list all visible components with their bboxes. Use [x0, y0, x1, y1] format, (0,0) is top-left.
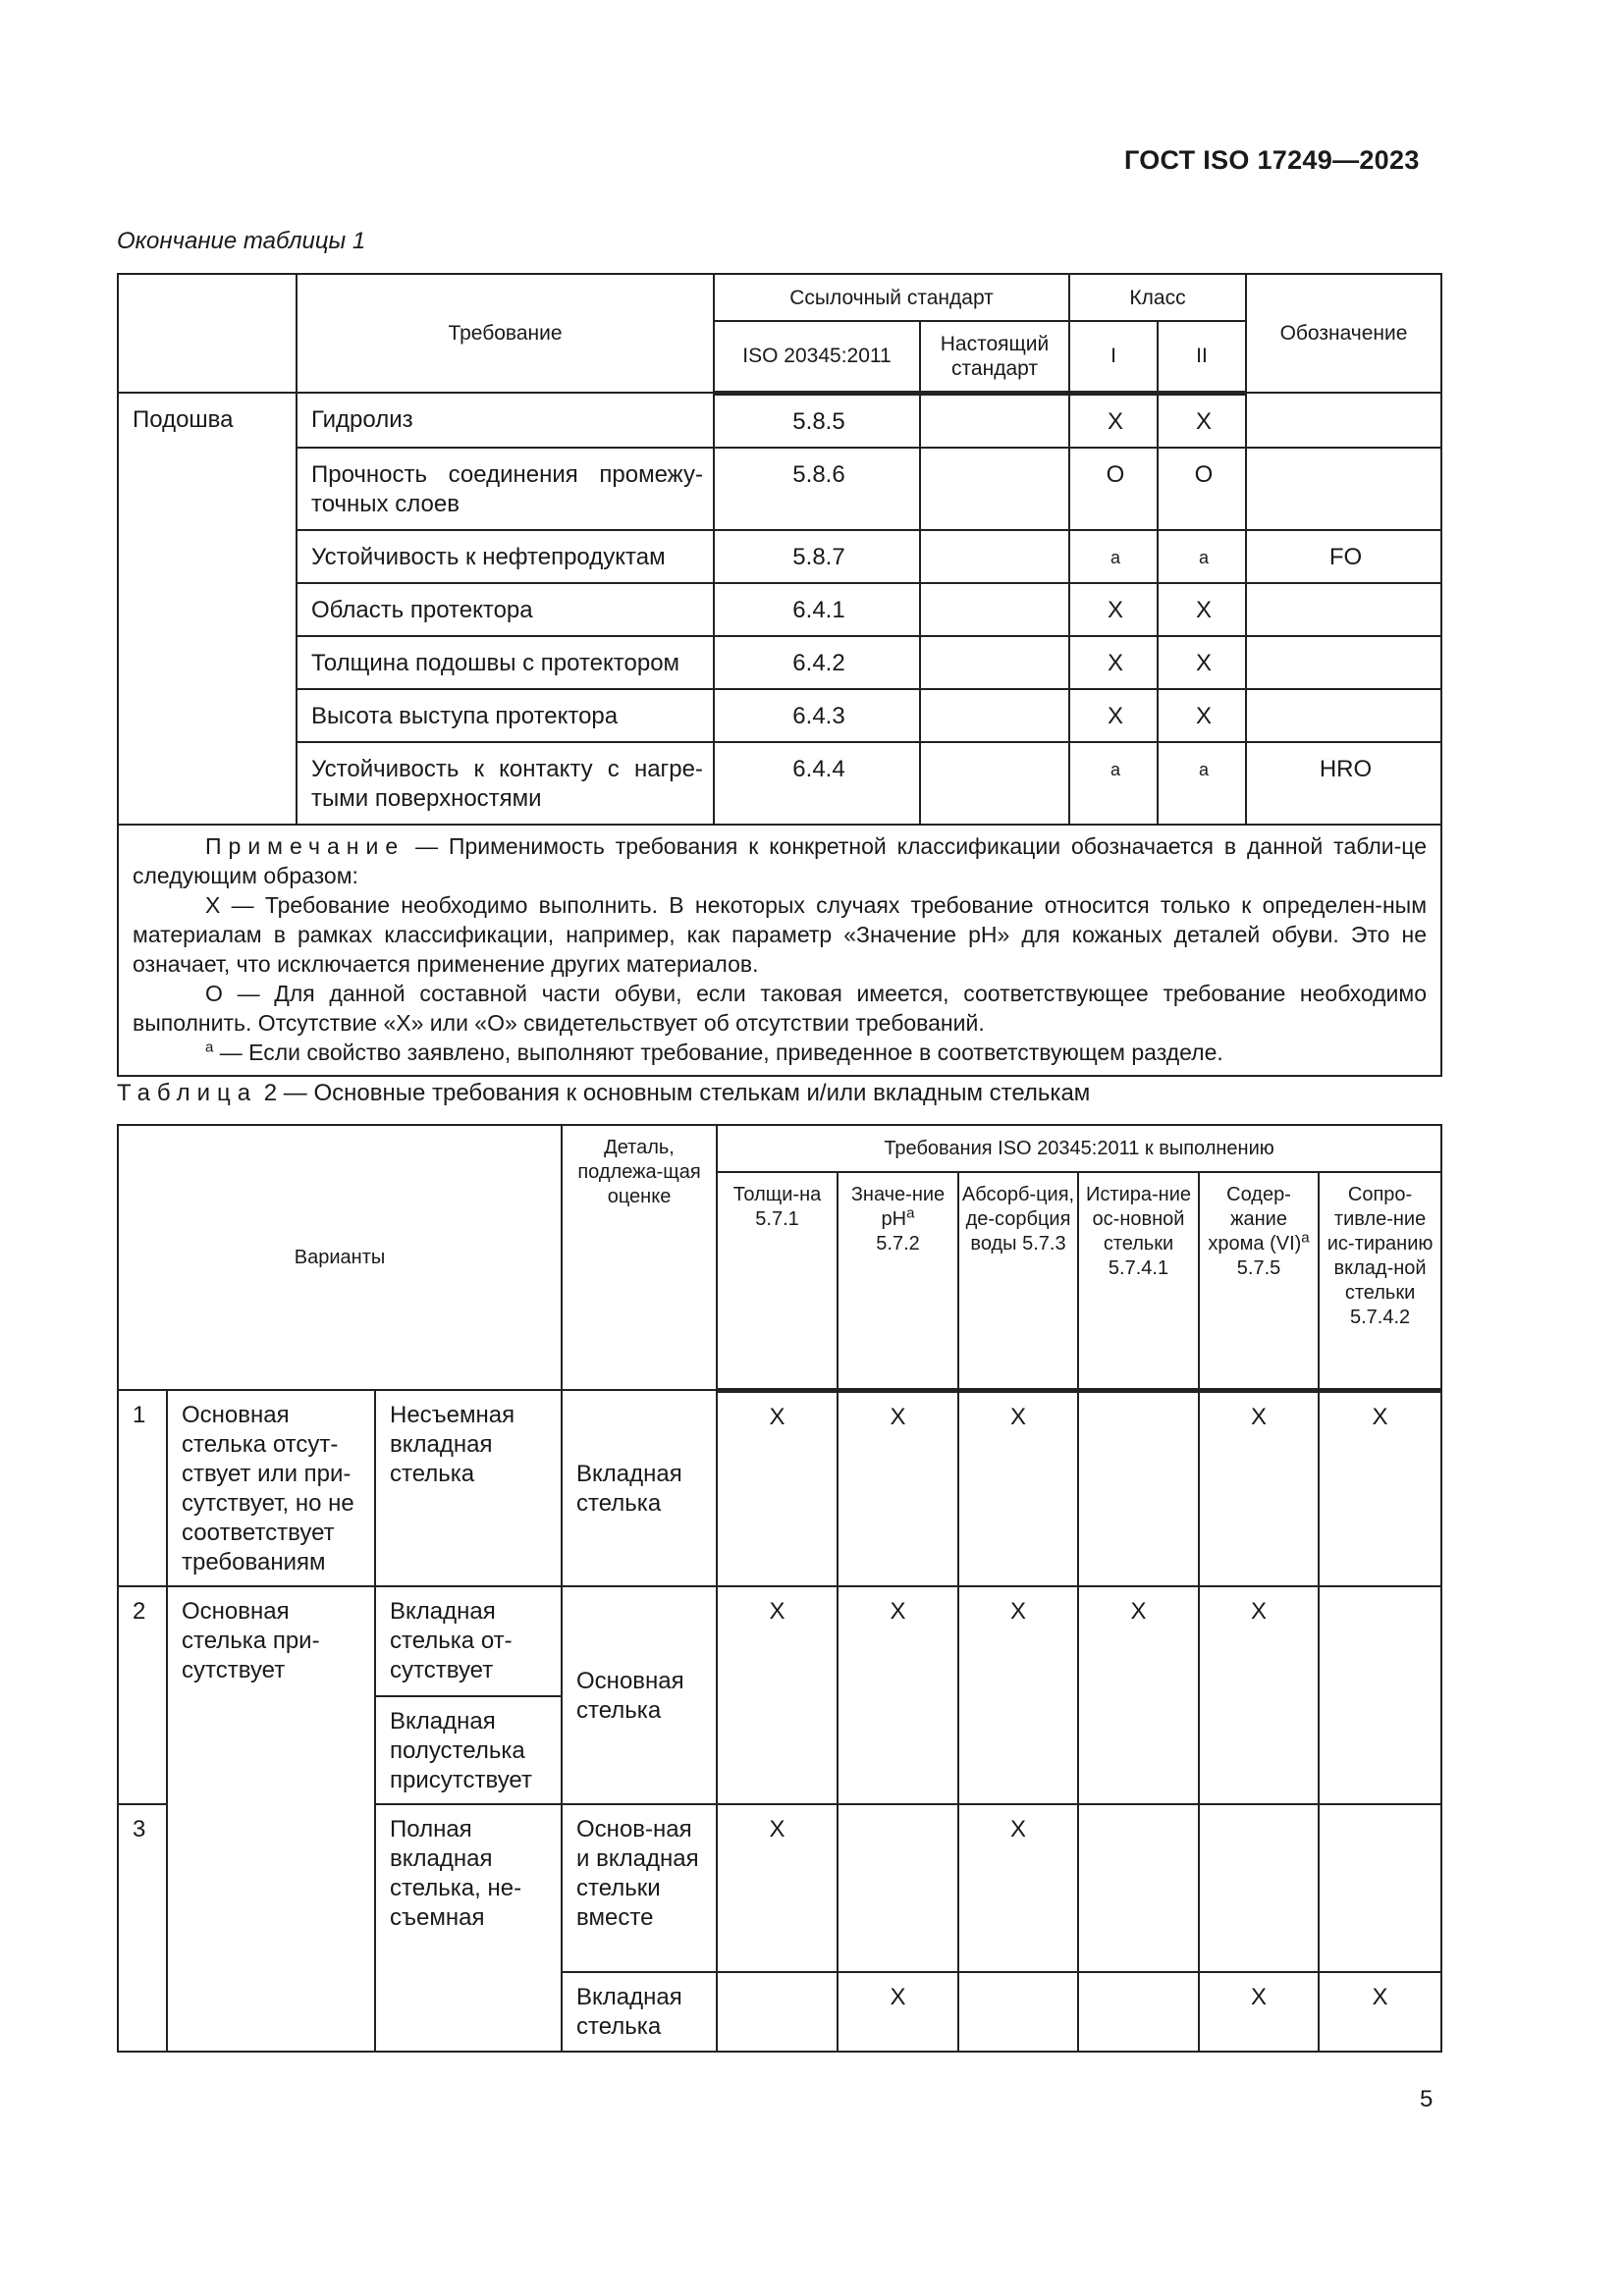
- table2-cell-mark: [717, 1972, 838, 2052]
- table2-cell-insock: Полная вкладная стелька, не-съемная: [375, 1804, 562, 2052]
- note-o: O — Для данной составной части обуви, если таковая имеется, соответствующее требование необходимо выполнить. Отсутствие «X» или «O» свидетельствует об отсутствии требований.: [133, 980, 1428, 1036]
- table1-header-class: Класс: [1069, 274, 1246, 321]
- table2-header-abrasion-insole: Истира-ние ос-новной стельки 5.7.4.1: [1078, 1172, 1199, 1390]
- note-a: — Если свойство заявлено, выполняют требование, приведенное в соответствующем разделе.: [213, 1039, 1223, 1065]
- table1-note: [118, 825, 1441, 1076]
- page-number: 5: [1420, 2086, 1434, 2112]
- table2-cell-mark: [958, 1972, 1078, 2052]
- note-a-mark: a: [205, 1038, 214, 1055]
- table1-cell-this-standard: [920, 530, 1069, 583]
- table2-cell-mark: [1078, 1972, 1199, 2052]
- table2-cell-detail: Вкладная стелька: [562, 1390, 717, 1586]
- table1: [117, 273, 1442, 1077]
- table1-cell-class2: O: [1158, 448, 1246, 530]
- table1-header-class-1: I: [1069, 321, 1158, 393]
- table1-header-class-2: II: [1158, 321, 1246, 393]
- table1-cell-designation: HRO: [1246, 742, 1441, 825]
- table2-cell-mark: X: [838, 1586, 958, 1804]
- table2-header-detail: Деталь, подлежа-щая оценке: [562, 1125, 717, 1390]
- table1-cell-class1: a: [1069, 530, 1158, 583]
- table2-header-ph: Значе-ние $pH^a$ 5.7.2: [838, 1172, 958, 1390]
- table1-cell-requirement: Устойчивость к контакту с нагре-тыми поверхностями: [297, 742, 714, 825]
- note-x: X — Требование необходимо выполнить. В некоторых случаях требование относится только к определен-ным материалам в рамках классификации, например, как параметр «Значение pH» для кожаных деталей обуви. Это не означает, что исключается применение других материалов.: [133, 891, 1428, 977]
- table2-cell-mark: X: [1199, 1972, 1319, 2052]
- table1-cell-this-standard: [920, 448, 1069, 530]
- table2-cell-insock: Вкладная полустелька присутствует: [375, 1696, 562, 1804]
- table2-cell-mark: [1319, 1804, 1441, 1972]
- table1-header-group: [118, 274, 297, 393]
- table1-cell-this-standard: [920, 636, 1069, 689]
- note-label: Примечание: [205, 832, 406, 859]
- table2-cell-insock: Вкладная стелька от-сутствует: [375, 1586, 562, 1696]
- table1-cell-requirement: Устойчивость к нефтепродуктам: [297, 530, 714, 583]
- table2-cell-mark: X: [838, 1972, 958, 2052]
- table2-cell-insock: Несъемная вкладная стелька: [375, 1390, 562, 1586]
- table1-cell-iso: 6.4.3: [714, 689, 920, 742]
- table1-group-cell: Подошва: [118, 393, 297, 825]
- table2-cell-insole: Основная стелька отсут-ствует или при-сутствует, но не соответствует требованиям: [167, 1390, 375, 1586]
- table1-cell-designation: [1246, 583, 1441, 636]
- table1-cell-requirement: Область протектора: [297, 583, 714, 636]
- table1-header-requirement: Требование: [297, 274, 714, 393]
- table1-cell-requirement: Прочность соединения промежу-точных слоев: [297, 448, 714, 530]
- table2-cell-mark: X: [1199, 1586, 1319, 1804]
- table1-cell-this-standard: [920, 393, 1069, 448]
- table2-row-number: 1: [118, 1390, 167, 1586]
- table1-header-designation: Обозначение: [1246, 274, 1441, 393]
- table2-cell-mark: X: [717, 1586, 838, 1804]
- table1-cell-this-standard: [920, 689, 1069, 742]
- table1-cell-requirement: Высота выступа протектора: [297, 689, 714, 742]
- table1-cell-iso: 6.4.2: [714, 636, 920, 689]
- table2-row-number: 3: [118, 1804, 167, 2052]
- table2-cell-insole: Основная стелька при-сутствует: [167, 1586, 375, 2052]
- table2-cell-mark: X: [958, 1390, 1078, 1586]
- table1-cell-requirement: Гидролиз: [297, 393, 714, 448]
- table1-cell-designation: [1246, 393, 1441, 448]
- table2-header-variants: Варианты: [118, 1125, 562, 1390]
- table1-cell-designation: [1246, 636, 1441, 689]
- table1-cell-class2: X: [1158, 583, 1246, 636]
- table2-cell-mark: X: [958, 1586, 1078, 1804]
- table2-cell-mark: X: [717, 1390, 838, 1586]
- table1-cell-this-standard: [920, 583, 1069, 636]
- table1-cell-class1: O: [1069, 448, 1158, 530]
- table2: [117, 1124, 1442, 2053]
- table2-cell-mark: X: [1199, 1390, 1319, 1586]
- table2-cell-mark: X: [1078, 1586, 1199, 1804]
- table2-header-thickness: Толщи-на 5.7.1: [717, 1172, 838, 1390]
- table2-cell-mark: [1199, 1804, 1319, 1972]
- table1-cell-iso: 6.4.1: [714, 583, 920, 636]
- table2-cell-detail: Вкладная стелька: [562, 1972, 717, 2052]
- table1-cell-designation: [1246, 689, 1441, 742]
- table1-cell-class2: a: [1158, 530, 1246, 583]
- table1-header-this-standard: Настоящий стандарт: [920, 321, 1069, 393]
- table2-cell-mark: [1078, 1804, 1199, 1972]
- table1-cell-this-standard: [920, 742, 1069, 825]
- table1-cell-class1: X: [1069, 393, 1158, 448]
- table2-header-requirements: Требования ISO 20345:2011 к выполнению: [717, 1125, 1441, 1172]
- table2-row-number: 2: [118, 1586, 167, 1804]
- table1-cell-class2: X: [1158, 689, 1246, 742]
- table2-cell-mark: X: [717, 1804, 838, 1972]
- table1-cell-requirement: Толщина подошвы с протектором: [297, 636, 714, 689]
- table1-cell-iso: 5.8.6: [714, 448, 920, 530]
- table2-cell-detail: Основ-ная и вкладная стельки вместе: [562, 1804, 717, 1972]
- table2-cell-mark: X: [1319, 1972, 1441, 2052]
- table2-cell-mark: [1319, 1586, 1441, 1804]
- table2-cell-mark: X: [838, 1390, 958, 1586]
- table2-cell-mark: X: [1319, 1390, 1441, 1586]
- table2-cell-mark: [838, 1804, 958, 1972]
- table2-header-absorption: Абсорб-ция, де-сорбция воды 5.7.3: [958, 1172, 1078, 1390]
- table2-cell-mark: X: [958, 1804, 1078, 1972]
- table1-cell-class2: a: [1158, 742, 1246, 825]
- table1-cell-designation: [1246, 448, 1441, 530]
- table1-cell-class2: X: [1158, 393, 1246, 448]
- document-code: ГОСТ ISO 17249—2023: [1124, 145, 1420, 175]
- table1-header-reference: Ссылочный стандарт: [714, 274, 1069, 321]
- table2-header-abrasion-insock: Сопро-тивле-ние ис-тиранию вклад-ной стельки 5.7.4.2: [1319, 1172, 1441, 1390]
- note-intro: — Применимость требования к конкретной классификации обозначается в данной табли-це следующим образом:: [133, 832, 1428, 888]
- table2-cell-mark: [1078, 1390, 1199, 1586]
- table1-cell-iso: 6.4.4: [714, 742, 920, 825]
- table1-caption: Окончание таблицы 1: [117, 228, 366, 254]
- table1-cell-designation: FO: [1246, 530, 1441, 583]
- table1-cell-iso: 5.8.5: [714, 393, 920, 448]
- table1-cell-iso: 5.8.7: [714, 530, 920, 583]
- table1-cell-class1: X: [1069, 689, 1158, 742]
- table1-header-iso: ISO 20345:2011: [714, 321, 920, 393]
- table1-cell-class2: X: [1158, 636, 1246, 689]
- table1-cell-class1: a: [1069, 742, 1158, 825]
- table2-header-chrome: Содер-жание хрома (VI)$^a$ 5.7.5: [1199, 1172, 1319, 1390]
- table1-cell-class1: X: [1069, 636, 1158, 689]
- table2-caption: Таблица 2 — Основные требования к основным стелькам и/или вкладным стелькам: [117, 1080, 1091, 1106]
- table2-cell-detail: Основная стелька: [562, 1586, 717, 1804]
- table1-cell-class1: X: [1069, 583, 1158, 636]
